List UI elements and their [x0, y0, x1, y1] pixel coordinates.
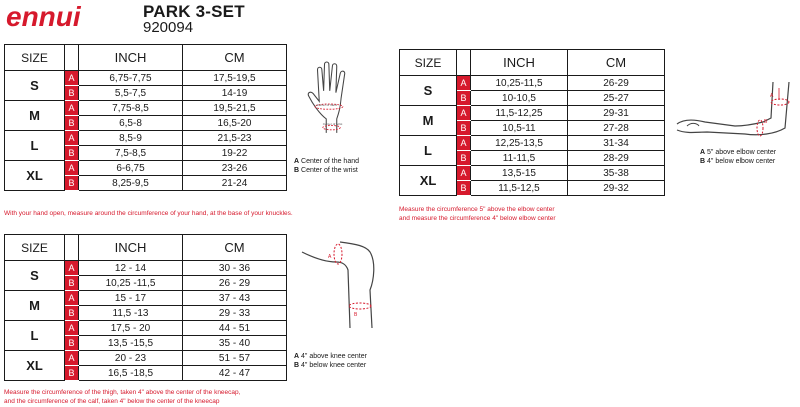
- legend-text: 4" below knee center: [301, 362, 367, 369]
- b-marker: B: [457, 181, 471, 196]
- table-header-row: [5, 45, 287, 71]
- size-cell: M: [400, 106, 457, 136]
- header-cm: CM: [183, 235, 287, 261]
- table-row: [5, 321, 287, 336]
- elbow-note: [399, 205, 659, 223]
- cm-cell: 30 - 36: [183, 261, 287, 276]
- header-ab: [65, 45, 79, 71]
- svg-text:B: B: [764, 119, 768, 125]
- header-ab: [65, 235, 79, 261]
- table-row: [5, 101, 287, 116]
- hand-illustration: [300, 56, 370, 138]
- knee-illustration: [300, 240, 380, 330]
- header-inch: INCH: [79, 235, 183, 261]
- cm-cell: 27-28: [568, 121, 665, 136]
- a-marker: A: [65, 261, 79, 276]
- header-size: SIZE: [5, 235, 65, 261]
- svg-text:A: A: [770, 93, 774, 99]
- wrist-note: With your hand open, measure around the circumference of your hand, at the base of your knuckles.: [4, 210, 293, 217]
- b-marker: B: [65, 366, 79, 381]
- legend-item: [294, 166, 359, 175]
- legend-letter: A: [294, 353, 300, 360]
- size-cell: L: [400, 136, 457, 166]
- inch-cell: 5,5-7,5: [79, 86, 183, 101]
- inch-cell: 20 - 23: [79, 351, 183, 366]
- note-line: and measure the circumference 4" below elbow center: [399, 215, 556, 222]
- product-code: 920094: [143, 19, 194, 36]
- legend-text: Center of the hand: [301, 158, 360, 165]
- b-marker: B: [65, 306, 79, 321]
- inch-cell: 16,5 -18,5: [79, 366, 183, 381]
- size-cell: M: [5, 101, 65, 131]
- size-cell: L: [5, 131, 65, 161]
- cm-cell: 17,5-19,5: [183, 71, 287, 86]
- cm-cell: 44 - 51: [183, 321, 287, 336]
- header-ab: [457, 50, 471, 76]
- inch-cell: 11,5-12,25: [471, 106, 568, 121]
- inch-cell: 6,5-8: [79, 116, 183, 131]
- table-row: [5, 351, 287, 366]
- legend-item: [294, 361, 367, 370]
- inch-cell: 11,5-12,5: [471, 181, 568, 196]
- legend-text: 4" above knee center: [301, 353, 367, 360]
- table-header-row: [5, 235, 287, 261]
- inch-cell: 10,5-11: [471, 121, 568, 136]
- inch-cell: 10-10,5: [471, 91, 568, 106]
- wrist-size-table: [4, 44, 287, 191]
- a-marker: A: [457, 106, 471, 121]
- table-row: [5, 161, 287, 176]
- inch-cell: 12,25-13,5: [471, 136, 568, 151]
- legend-letter: B: [294, 167, 300, 174]
- legend-letter: A: [294, 158, 300, 165]
- arm-illustration: [675, 78, 795, 148]
- b-marker: B: [65, 176, 79, 191]
- b-marker: B: [65, 146, 79, 161]
- inch-cell: 10,25-11,5: [471, 76, 568, 91]
- cm-cell: 26-29: [568, 76, 665, 91]
- b-marker: B: [457, 121, 471, 136]
- legend-letter: B: [294, 362, 300, 369]
- header-cm: CM: [568, 50, 665, 76]
- legend-text: Center of the wrist: [301, 167, 358, 174]
- table-row: [400, 76, 665, 91]
- table-row: [5, 131, 287, 146]
- a-marker: A: [65, 291, 79, 306]
- inch-cell: 15 - 17: [79, 291, 183, 306]
- cm-cell: 23-26: [183, 161, 287, 176]
- header-inch: INCH: [471, 50, 568, 76]
- brand-logo: [6, 4, 130, 30]
- inch-cell: 10,25 -11,5: [79, 276, 183, 291]
- svg-text:A: A: [328, 254, 332, 260]
- legend-item: [700, 157, 776, 166]
- knee-legend: [294, 352, 367, 370]
- a-marker: A: [457, 76, 471, 91]
- inch-cell: 13,5-15: [471, 166, 568, 181]
- size-cell: S: [5, 71, 65, 101]
- legend-item: [294, 157, 359, 166]
- svg-text:B: B: [354, 312, 358, 318]
- a-marker: A: [457, 166, 471, 181]
- size-cell: XL: [5, 351, 65, 381]
- table-header-row: [400, 50, 665, 76]
- svg-text:Center of hand: Center of hand: [316, 102, 337, 107]
- svg-text:ennui: ennui: [6, 4, 81, 30]
- size-cell: XL: [5, 161, 65, 191]
- elbow-size-table: [399, 49, 665, 196]
- inch-cell: 11-11,5: [471, 151, 568, 166]
- b-marker: B: [457, 91, 471, 106]
- inch-cell: 8,25-9,5: [79, 176, 183, 191]
- table-row: [400, 136, 665, 151]
- size-cell: S: [5, 261, 65, 291]
- b-marker: B: [65, 276, 79, 291]
- cm-cell: 42 - 47: [183, 366, 287, 381]
- cm-cell: 21,5-23: [183, 131, 287, 146]
- inch-cell: 13,5 -15,5: [79, 336, 183, 351]
- table-row: [5, 291, 287, 306]
- note-line: Measure the circumference of the thigh, taken 4" above the center of the kneecap,: [4, 389, 241, 396]
- knee-note: [4, 388, 364, 406]
- b-marker: B: [65, 86, 79, 101]
- inch-cell: 12 - 14: [79, 261, 183, 276]
- b-marker: B: [65, 336, 79, 351]
- knee-size-table: [4, 234, 287, 381]
- cm-cell: 16,5-20: [183, 116, 287, 131]
- a-marker: A: [65, 351, 79, 366]
- legend-item: [700, 148, 776, 157]
- cm-cell: 35-38: [568, 166, 665, 181]
- a-marker: A: [65, 161, 79, 176]
- cm-cell: 51 - 57: [183, 351, 287, 366]
- cm-cell: 35 - 40: [183, 336, 287, 351]
- product-title: PARK 3-SET: [143, 2, 245, 21]
- note-line: and the circumference of the calf, taken 4" below the center of the kneecap: [4, 398, 220, 405]
- cm-cell: 19,5-21,5: [183, 101, 287, 116]
- cm-cell: 37 - 43: [183, 291, 287, 306]
- cm-cell: 26 - 29: [183, 276, 287, 291]
- header-cm: CM: [183, 45, 287, 71]
- inch-cell: 8,5-9: [79, 131, 183, 146]
- table-row: [5, 261, 287, 276]
- cm-cell: 25-27: [568, 91, 665, 106]
- table-row: [5, 71, 287, 86]
- cm-cell: 29 - 33: [183, 306, 287, 321]
- size-cell: M: [5, 291, 65, 321]
- a-marker: A: [65, 321, 79, 336]
- cm-cell: 29-31: [568, 106, 665, 121]
- cm-cell: 19-22: [183, 146, 287, 161]
- size-cell: L: [5, 321, 65, 351]
- header-inch: INCH: [79, 45, 183, 71]
- cm-cell: 14-19: [183, 86, 287, 101]
- size-cell: XL: [400, 166, 457, 196]
- size-cell: S: [400, 76, 457, 106]
- wrist-legend: [294, 157, 359, 175]
- inch-cell: 17,5 - 20: [79, 321, 183, 336]
- note-line: Measure the circumference 5" above the elbow center: [399, 206, 555, 213]
- cm-cell: 31-34: [568, 136, 665, 151]
- legend-letter: A: [700, 149, 706, 156]
- cm-cell: 21-24: [183, 176, 287, 191]
- elbow-legend: [700, 148, 776, 166]
- a-marker: A: [65, 71, 79, 86]
- table-row: [400, 166, 665, 181]
- inch-cell: 6,75-7,75: [79, 71, 183, 86]
- inch-cell: 7,5-8,5: [79, 146, 183, 161]
- inch-cell: 7,75-8,5: [79, 101, 183, 116]
- header-size: SIZE: [400, 50, 457, 76]
- b-marker: B: [65, 116, 79, 131]
- a-marker: A: [65, 131, 79, 146]
- inch-cell: 6-6,75: [79, 161, 183, 176]
- a-marker: A: [457, 136, 471, 151]
- inch-cell: 11,5 -13: [79, 306, 183, 321]
- b-marker: B: [457, 151, 471, 166]
- cm-cell: 28-29: [568, 151, 665, 166]
- legend-letter: B: [700, 158, 706, 165]
- cm-cell: 29-32: [568, 181, 665, 196]
- a-marker: A: [65, 101, 79, 116]
- svg-text:Center of wrist: Center of wrist: [322, 122, 343, 126]
- legend-item: [294, 352, 367, 361]
- legend-text: 4" below elbow center: [707, 158, 776, 165]
- table-row: [400, 106, 665, 121]
- legend-text: 5" above elbow center: [707, 149, 777, 156]
- header-size: SIZE: [5, 45, 65, 71]
